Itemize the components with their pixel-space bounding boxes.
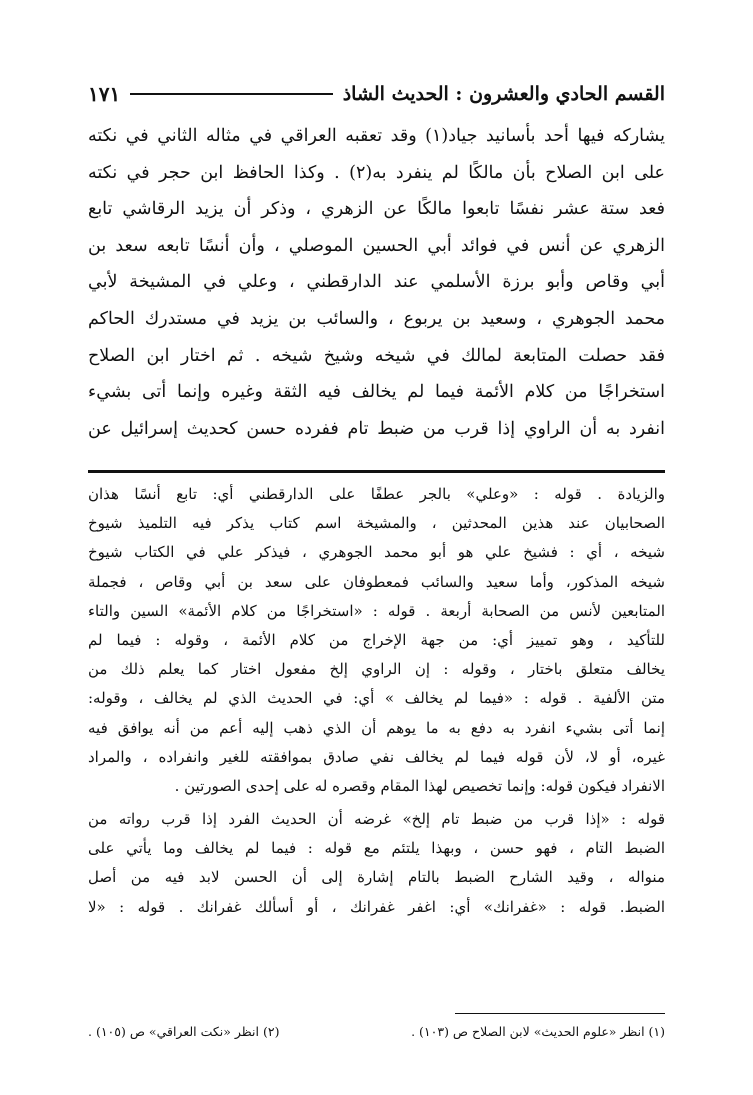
commentary-line: متن الألفية . قوله : «فيما لم يخالف » أي: في الحديث الذي لم يخالف ، وقوله: (88, 689, 665, 708)
footnote-rule (455, 1013, 665, 1014)
commentary-line: شيخه ، أي : فشيخ علي هو أبو محمد الجوهري ، فيذكر علي في الكتاب شيوخ (88, 543, 665, 562)
commentary-line: الصحابيان عند هذين المحدثين ، والمشيخة اسم كتاب يذكر فيه التلميذ شيوخ (88, 514, 665, 533)
commentary (88, 480, 665, 922)
commentary-line: منواله ، وقيد الشارح الضبط بالتام إشارة إلى أن الحسن لابد فيه من أصل (88, 868, 665, 887)
commentary-line: قوله : «إذا قرب من ضبط تام إلخ» غرضه أن الحديث الفرد إذا قرب رواته من (88, 810, 665, 829)
footnotes (88, 1024, 665, 1039)
running-header (88, 78, 665, 110)
commentary-line: شيخه المذكور، وأما سعيد والسائب فمعطوفان على سعد بن أبي وقاص ، فجملة (88, 572, 665, 591)
footnote-1: (١) انظر «علوم الحديث» لابن الصلاح ص (١٠٣) . (411, 1024, 665, 1039)
main-text-line: انفرد به أن الراوي إذا قرب من ضبط تام ففرده حسن كحديث إسرائيل عن (88, 418, 665, 439)
commentary-line: المتابعين لأنس من الصحابة أربعة . قوله : «استخراجًا من كلام الأئمة» السين والتاء (88, 601, 665, 620)
commentary-line: الانفراد فيكون قوله: وإنما تخصيص لهذا المقام وقصره له على إحدى الصورتين . (174, 776, 665, 795)
main-text-line: الزهري عن أنس في فوائد أبي الحسين الموصلي ، وأن أنسًا تابعه سعد بن (88, 235, 665, 256)
text-separator (88, 470, 665, 473)
commentary-line: إنما أتى بشيء انفرد به دفع به ما يوهم أن الذي ذهب إليه أعم من أنه يوافق فيه (88, 718, 665, 737)
header-rule (130, 93, 332, 95)
main-text-line: أبي وقاص وأبو برزة الأسلمي عند الدارقطني ، وعلي في المشيخة لأبي (88, 272, 665, 293)
main-text (88, 118, 665, 447)
commentary-line: الضبط التام ، فهو حسن ، وبهذا يلتئم مع قوله : فيما لم يخالف وما يأتي على (88, 839, 665, 858)
commentary-line: والزيادة . قوله : «وعلي» بالجر عطفًا على الدارقطني أي: تابع أنسًا هذان (88, 485, 665, 503)
main-text-line: محمد الجوهري ، وسعيد بن يربوع ، والسائب بن يزيد في مستدرك الحاكم (88, 308, 665, 329)
commentary-line: للتأكيد ، وهو تمييز أي: من جهة الإخراج من كلام الأئمة ، وقوله : فيما لم (88, 630, 665, 649)
commentary-line: غيره، أو لا، لأن قوله فيما لم يخالف نفي صادق بموافقته للغير وانفراده ، والمراد (88, 747, 665, 766)
commentary-line: يخالف متعلق باختار ، وقوله : إن الراوي إلخ مفعول اختار كما يعلم ذلك من (88, 660, 665, 679)
main-text-line: يشاركه فيها أحد بأسانيد جياد(١) وقد تعقبه العراقي في مثاله الثاني في نكته (88, 126, 665, 146)
commentary-line: الضبط. قوله : «غفرانك» أي: اغفر غفرانك ، أو أسألك غفرانك . قوله : «لا (88, 897, 665, 916)
page-number: ١٧١ (88, 82, 121, 106)
main-text-line: فعد ستة عشر نفسًا تابعوا مالكًا عن الزهري ، وذكر أن يزيد الرقاشي تابع (88, 199, 665, 220)
footnote-2: (٢) انظر «نكت العراقي» ص (١٠٥) . (88, 1024, 280, 1039)
main-text-line: فقد حصلت المتابعة لمالك في شيخه وشيخ شيخه . ثم اختار ابن الصلاح (88, 345, 665, 366)
main-text-line: استخراجًا من كلام الأئمة فيما لم يخالف فيه الثقة وغيره وإنما أتى بشيء (88, 382, 665, 403)
header-title: القسم الحادي والعشرون : الحديث الشاذ (342, 83, 665, 105)
main-text-line: على ابن الصلاح بأن مالكًا لم ينفرد به(٢) . وكذا الحافظ ابن حجر في نكته (88, 162, 665, 183)
